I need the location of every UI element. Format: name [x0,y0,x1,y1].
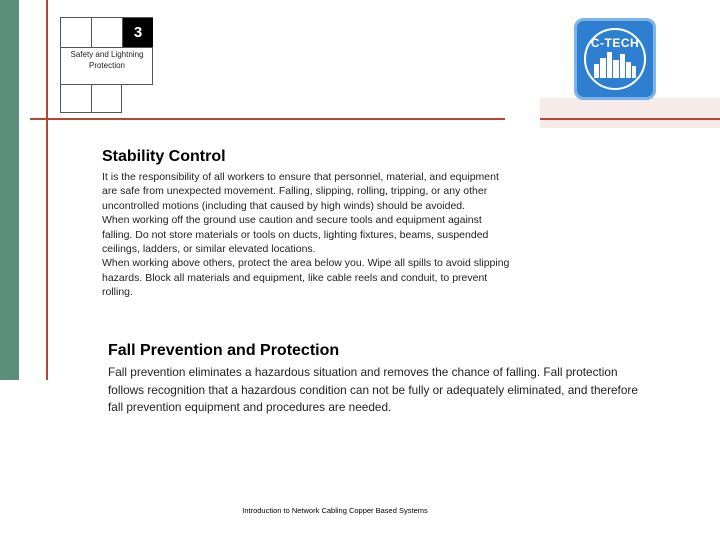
section-body: Fall prevention eliminates a hazardous situation and removes the chance of falling. Fall protection follows recognition that a hazardous condition can not be fully or adequately eliminated, and therefore fall prevention equipment and procedures are needed. [108,365,638,414]
sidebar-accent [19,0,48,380]
chapter-cell [92,18,123,48]
section-heading: Stability Control [102,148,226,165]
paragraph: When working off the ground use caution and secure tools and equipment against falling. Do not store materials or tools on ducts, lighting fixtures, beams, suspended ceilings, ladders, or similar elevated locations. [102,214,489,256]
logo-text: C-TECH [590,36,640,50]
header-rule-right [540,118,720,120]
section-heading: Fall Prevention and Protection [108,342,340,359]
footer-text: Introduction to Network Cabling Copper Based Systems [242,506,428,515]
chapter-number: 3 [123,18,153,48]
section-body [102,170,512,300]
chapter-cell [61,18,92,48]
ctech-logo [574,18,656,100]
header-rule [30,118,505,120]
stability-control-section [102,148,512,300]
fall-prevention-section [108,342,638,417]
chapter-title: Safety and Lightning Protection [70,50,144,70]
cell-divider [91,84,92,113]
paragraph: When working above others, protect the area below you. Wipe all spills to avoid slipping hazards. Block all materials and equipment, like cable reels and conduit, to prevent rolling. [102,257,510,299]
paragraph: It is the responsibility of all workers to ensure that personnel, material, and equipment are safe from unexpected movement. Falling, slipping, rolling, tripping, or any other uncontrolled motions (including that caused by high winds) should be avoided. [102,171,499,212]
city-skyline-icon [574,18,656,100]
header-accent-block [540,98,720,128]
chapter-box [60,17,153,85]
chapter-bottom-cells [60,84,122,113]
sidebar-bar [0,0,19,380]
